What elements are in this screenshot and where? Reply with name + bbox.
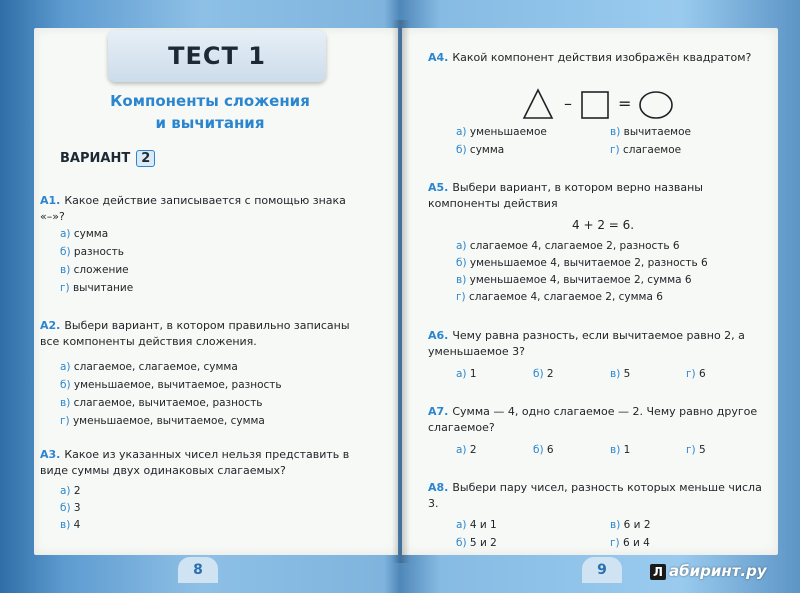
option[interactable] — [456, 368, 477, 380]
labirint-logo-icon: Л — [650, 564, 666, 580]
option-letter: б) — [60, 246, 71, 258]
option-letter: а) — [456, 126, 467, 138]
option-text: слагаемое 4, слагаемое 2, сумма 6 — [468, 291, 663, 303]
question-text: Выбери вариант, в котором правильно записаны все компоненты действия сложения. — [40, 319, 350, 348]
formula: 4 + 2 = 6. — [572, 218, 635, 232]
option-text: 6 и 2 — [623, 519, 651, 531]
option-text: 5 — [698, 444, 706, 456]
question-number: A4. — [428, 51, 449, 64]
option[interactable] — [60, 361, 238, 373]
option[interactable] — [456, 519, 497, 531]
question-text: Какой компонент действия изображён квадратом? — [452, 51, 752, 64]
option-letter: а) — [60, 361, 71, 373]
option-letter: в) — [610, 444, 621, 456]
option-letter: б) — [456, 257, 467, 269]
option-text: сумма — [73, 228, 109, 240]
option[interactable] — [456, 444, 477, 456]
book-gutter — [392, 20, 410, 563]
option-letter: г) — [60, 282, 70, 294]
variant-label — [60, 150, 155, 167]
page-number-right: 9 — [582, 557, 622, 583]
square-icon — [582, 92, 608, 118]
option[interactable] — [456, 274, 692, 286]
option[interactable] — [60, 228, 108, 240]
subtitle-line-1: Компоненты сложения — [110, 92, 310, 110]
option[interactable] — [60, 485, 81, 497]
option[interactable] — [610, 144, 681, 156]
option[interactable] — [456, 126, 547, 138]
option[interactable] — [610, 537, 650, 549]
question-text: Выбери пару чисел, разность которых меньше числа 3. — [428, 481, 762, 510]
watermark — [650, 562, 767, 580]
shapes-equation — [520, 82, 680, 122]
option[interactable] — [686, 368, 706, 380]
option[interactable] — [456, 240, 680, 252]
option-letter: г) — [610, 537, 620, 549]
question-text: Чему равна разность, если вычитаемое равно 2, а уменьшаемое 3? — [428, 329, 745, 358]
option-text: 6 — [546, 444, 554, 456]
option-text: 1 — [469, 368, 477, 380]
option[interactable] — [60, 264, 129, 276]
question-text: Выбери вариант, в котором верно названы компоненты действия — [428, 181, 703, 210]
option-letter: г) — [686, 444, 696, 456]
option[interactable] — [60, 397, 263, 409]
option-text: 4 и 1 — [469, 519, 497, 531]
option-text: 6 и 4 — [622, 537, 650, 549]
option[interactable] — [533, 368, 554, 380]
option-letter: в) — [610, 126, 621, 138]
option-letter: а) — [60, 485, 71, 497]
question-text: Какое из указанных чисел нельзя представить в виде суммы двух одинаковых слагаемых? — [40, 448, 350, 477]
option-text: 2 — [73, 485, 81, 497]
question-a5 — [428, 180, 768, 212]
option-letter: в) — [60, 519, 71, 531]
option-letter: г) — [610, 144, 620, 156]
question-number: A2. — [40, 319, 61, 332]
question-a3 — [40, 447, 370, 479]
option-text: 5 и 2 — [469, 537, 497, 549]
question-a1 — [40, 193, 370, 225]
option-text: уменьшаемое, вычитаемое, разность — [73, 379, 282, 391]
option-text: 2 — [546, 368, 554, 380]
option[interactable] — [60, 519, 80, 531]
option-text: 6 — [698, 368, 706, 380]
option-text: 3 — [73, 502, 81, 514]
option-text: 1 — [623, 444, 631, 456]
option-text: уменьшаемое 4, вычитаемое 2, разность 6 — [469, 257, 708, 269]
option-text: уменьшаемое — [469, 126, 547, 138]
question-number: A8. — [428, 481, 449, 494]
equals-sign: = — [618, 94, 632, 113]
option-letter: в) — [610, 519, 621, 531]
option[interactable] — [456, 291, 663, 303]
option-text: 4 — [73, 519, 81, 531]
option-text: 2 — [469, 444, 477, 456]
option-letter: в) — [60, 397, 71, 409]
minus-sign: – — [564, 94, 572, 113]
option-letter: б) — [456, 537, 467, 549]
question-number: A3. — [40, 448, 61, 461]
option-text: слагаемое 4, слагаемое 2, разность 6 — [469, 240, 680, 252]
option-letter: б) — [533, 444, 544, 456]
option-letter: б) — [456, 144, 467, 156]
test-title: ТЕСТ 1 — [168, 42, 266, 70]
option-letter: а) — [456, 240, 467, 252]
option-letter: г) — [686, 368, 696, 380]
question-a8 — [428, 480, 768, 512]
option-letter: в) — [456, 274, 467, 286]
option-text: вычитание — [72, 282, 134, 294]
question-number: A5. — [428, 181, 449, 194]
option-letter: а) — [456, 368, 467, 380]
subtitle-line-2: и вычитания — [155, 114, 265, 132]
option-letter: б) — [60, 379, 71, 391]
question-text: Сумма — 4, одно слагаемое — 2. Чему равно другое слагаемое? — [428, 405, 758, 434]
question-number: A1. — [40, 194, 61, 207]
option[interactable] — [60, 246, 124, 258]
option[interactable] — [533, 444, 554, 456]
option[interactable] — [686, 444, 706, 456]
option[interactable] — [60, 282, 133, 294]
triangle-icon — [524, 90, 552, 118]
option[interactable] — [610, 126, 691, 138]
option-text: слагаемое, вычитаемое, разность — [73, 397, 263, 409]
option-letter: в) — [60, 264, 71, 276]
option-text: сложение — [73, 264, 129, 276]
variant-text: ВАРИАНТ — [60, 151, 131, 166]
test-title-box — [108, 30, 326, 82]
question-a7 — [428, 404, 768, 436]
question-a4 — [428, 50, 768, 66]
question-a2 — [40, 318, 370, 350]
option-letter: г) — [60, 415, 70, 427]
option-text: слагаемое — [622, 144, 682, 156]
option[interactable] — [60, 415, 265, 427]
option-text: вычитаемое — [623, 126, 691, 138]
option-text: сумма — [469, 144, 505, 156]
option-text: разность — [73, 246, 124, 258]
option-letter: в) — [610, 368, 621, 380]
watermark-text: абиринт.ру — [669, 562, 767, 580]
option-letter: а) — [456, 519, 467, 531]
option-letter: г) — [456, 291, 466, 303]
option[interactable] — [60, 502, 81, 514]
question-text: Какое действие записывается с помощью знака «–»? — [40, 194, 346, 223]
option-text: уменьшаемое, вычитаемое, сумма — [72, 415, 265, 427]
option[interactable] — [456, 257, 708, 269]
option[interactable] — [610, 444, 630, 456]
option[interactable] — [456, 537, 497, 549]
option-letter: б) — [533, 368, 544, 380]
option[interactable] — [610, 519, 651, 531]
option-text: уменьшаемое 4, вычитаемое 2, сумма 6 — [469, 274, 692, 286]
page-number-left: 8 — [178, 557, 218, 583]
option-text: 5 — [623, 368, 631, 380]
circle-icon — [640, 92, 672, 118]
option-letter: б) — [60, 502, 71, 514]
option[interactable] — [610, 368, 630, 380]
option[interactable] — [60, 379, 282, 391]
question-a6 — [428, 328, 768, 360]
option-letter: а) — [456, 444, 467, 456]
option[interactable] — [456, 144, 504, 156]
question-number: A7. — [428, 405, 449, 418]
option-letter: а) — [60, 228, 71, 240]
option-text: слагаемое, слагаемое, сумма — [73, 361, 238, 373]
variant-number: 2 — [136, 150, 155, 167]
question-number: A6. — [428, 329, 449, 342]
